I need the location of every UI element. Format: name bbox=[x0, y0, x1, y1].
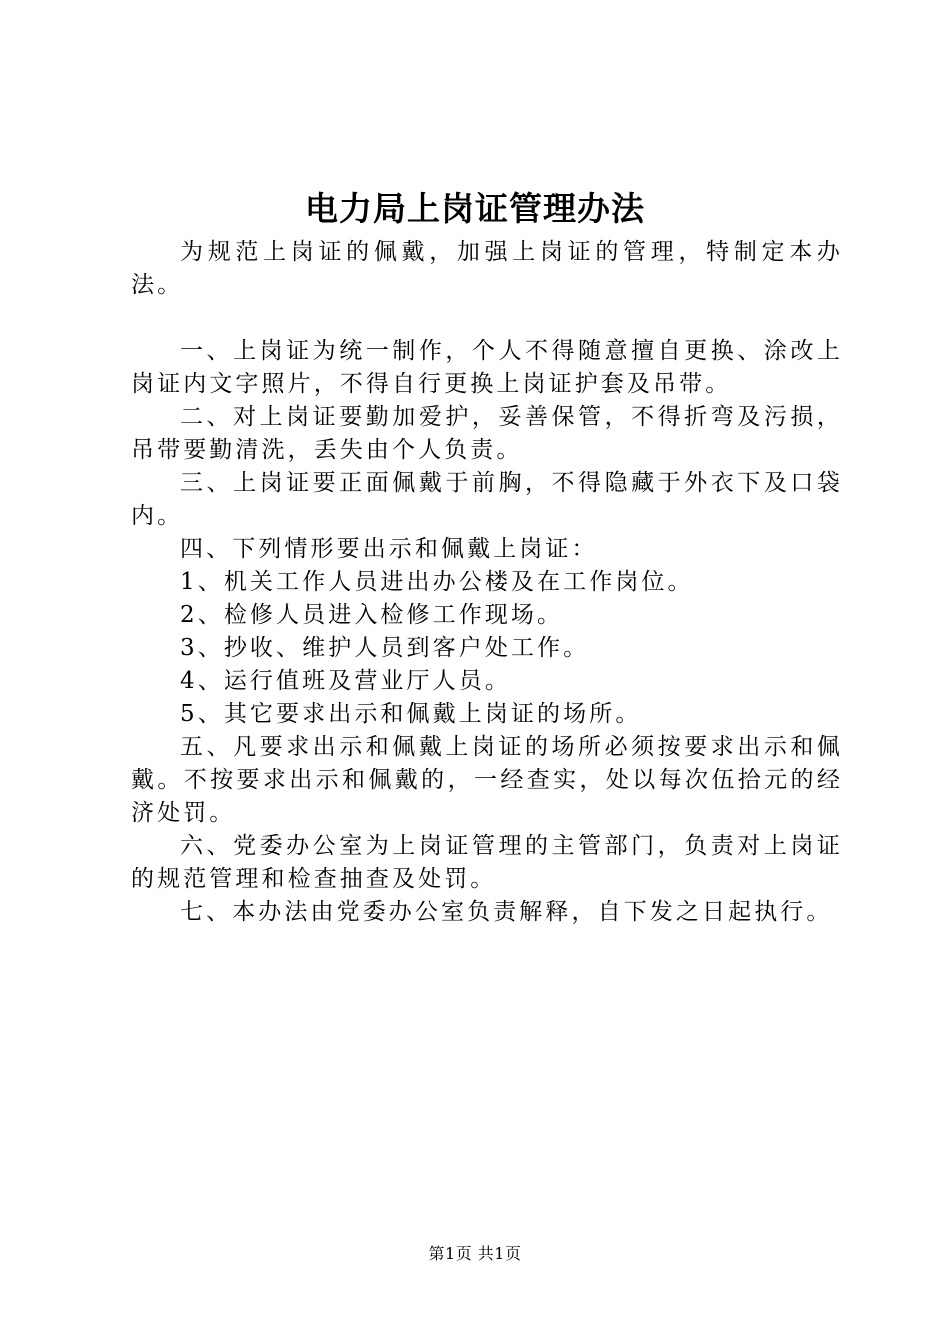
list-item-4: 4、运行值班及营业厅人员。 bbox=[180, 668, 511, 694]
list-item-5: 5、其它要求出示和佩戴上岗证的场所。 bbox=[180, 701, 642, 727]
paragraph-4: 四、下列情形要出示和佩戴上岗证： bbox=[180, 536, 598, 562]
document-title: 电力局上岗证管理办法 bbox=[305, 189, 645, 228]
list-item-2: 2、检修人员进入检修工作现场。 bbox=[180, 602, 564, 628]
paragraph-2: 二、对上岗证要勤加爱护，妥善保管，不得折弯及污损，吊带要勤清洗，丢失由个人负责。 bbox=[131, 404, 843, 463]
list-item-1: 1、机关工作人员进出办公楼及在工作岗位。 bbox=[180, 569, 694, 595]
paragraph-7: 七、本办法由党委办公室负责解释，自下发之日起执行。 bbox=[180, 899, 833, 925]
paragraph-6: 六、党委办公室为上岗证管理的主管部门，负责对上岗证的规范管理和检查抽查及处罚。 bbox=[131, 833, 843, 892]
paragraph-5: 五、凡要求出示和佩戴上岗证的场所必须按要求出示和佩戴。不按要求出示和佩戴的，一经查实，处以每次伍拾元的经济处罚。 bbox=[131, 734, 843, 826]
document-body bbox=[131, 236, 843, 929]
list-item-3: 3、抄收、维护人员到客户处工作。 bbox=[180, 635, 590, 661]
intro-paragraph: 为规范上岗证的佩戴，加强上岗证的管理，特制定本办法。 bbox=[131, 239, 843, 298]
paragraph-3: 三、上岗证要正面佩戴于前胸，不得隐藏于外衣下及口袋内。 bbox=[131, 470, 843, 529]
page-footer: 第1页 共1页 bbox=[428, 1244, 522, 1263]
paragraph-1: 一、上岗证为统一制作，个人不得随意擅自更换、涂改上岗证内文字照片，不得自行更换上岗证护套及吊带。 bbox=[131, 338, 843, 397]
